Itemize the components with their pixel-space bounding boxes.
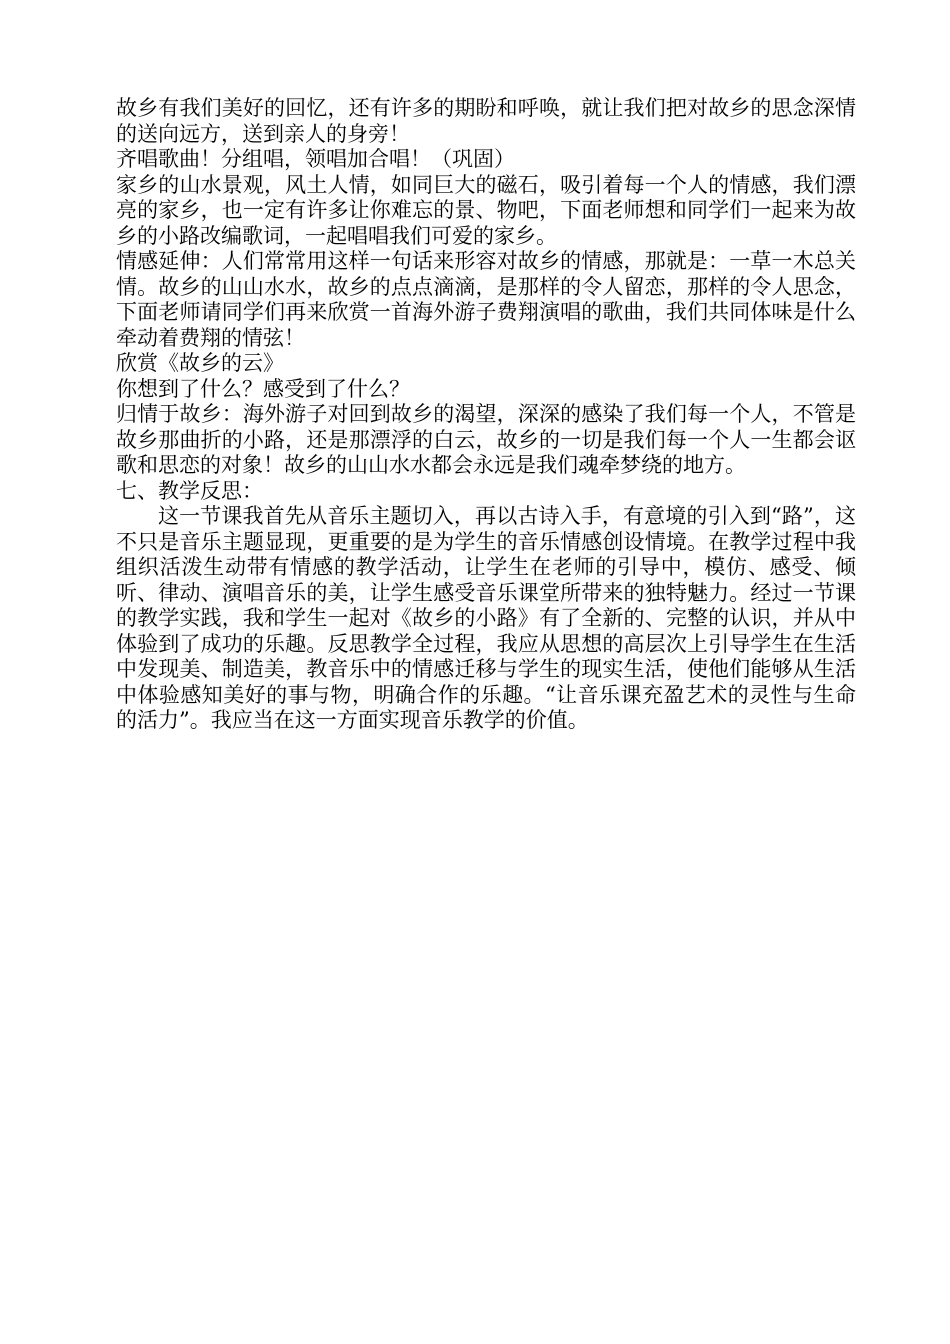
paragraph-recollection: 故乡有我们美好的回忆，还有许多的期盼和呼唤，就让我们把对故乡的思念深情的送向远方，送到亲人的身旁！ bbox=[116, 96, 856, 146]
document-page bbox=[116, 96, 856, 734]
paragraph-sing-together: 齐唱歌曲！分组唱，领唱加合唱！（巩固） bbox=[116, 147, 515, 171]
section-heading-reflection: 七、教学反思： bbox=[116, 478, 263, 503]
paragraph-emotion-extension: 情感延伸：人们常常用这样一句话来形容对故乡的情感，那就是：一草一木总关情。故乡的山山水水，故乡的点点滴滴，是那样的令人留恋，那样的令人思念，下面老师请同学们再来欣赏一首海外游子费翔演唱的歌曲，我们共同体味是什么牵动着费翔的情弦！ bbox=[116, 249, 856, 350]
paragraph-return-to-hometown: 归情于故乡：海外游子对回到故乡的渴望，深深的感染了我们每一个人，不管是故乡那曲折的小路，还是那漂浮的白云，故乡的一切是我们每一个人一生都会讴歌和思恋的对象！故乡的山山水水都会永远是我们魂牵梦绕的地方。 bbox=[116, 402, 856, 477]
paragraph-question: 你想到了什么？感受到了什么？ bbox=[116, 376, 410, 401]
paragraph-hometown-scenery: 家乡的山水景观，风土人情，如同巨大的磁石，吸引着每一个人的情感，我们漂亮的家乡，也一定有许多让你难忘的景、物吧，下面老师想和同学们一起来为故乡的小路改编歌词，一起唱唱我们可爱的家乡。 bbox=[116, 172, 856, 248]
paragraph-appreciate-song: 欣赏《故乡的云》 bbox=[116, 351, 284, 375]
paragraph-teaching-reflection: 这一节课我首先从音乐主题切入，再以古诗入手，有意境的引入到“路”，这不只是音乐主题显现，更重要的是为学生的音乐情感创设情境。在教学过程中我组织活泼生动带有情感的教学活动，让学生在老师的引导中，模仿、感受、倾听、律动、演唱音乐的美，让学生感受音乐课堂所带来的独特魅力。经过一节课的教学实践，我和学生一起对《故乡的小路》有了全新的、完整的认识，并从中体验到了成功的乐趣。反思教学全过程，我应从思想的高层次上引导学生在生活中发现美、制造美，教音乐中的情感迁移与学生的现实生活，使他们能够从生活中体验感知美好的事与物，明确合作的乐趣。“让音乐课充盈艺术的灵性与生命的活力”。我应当在这一方面实现音乐教学的价值。 bbox=[116, 504, 856, 732]
